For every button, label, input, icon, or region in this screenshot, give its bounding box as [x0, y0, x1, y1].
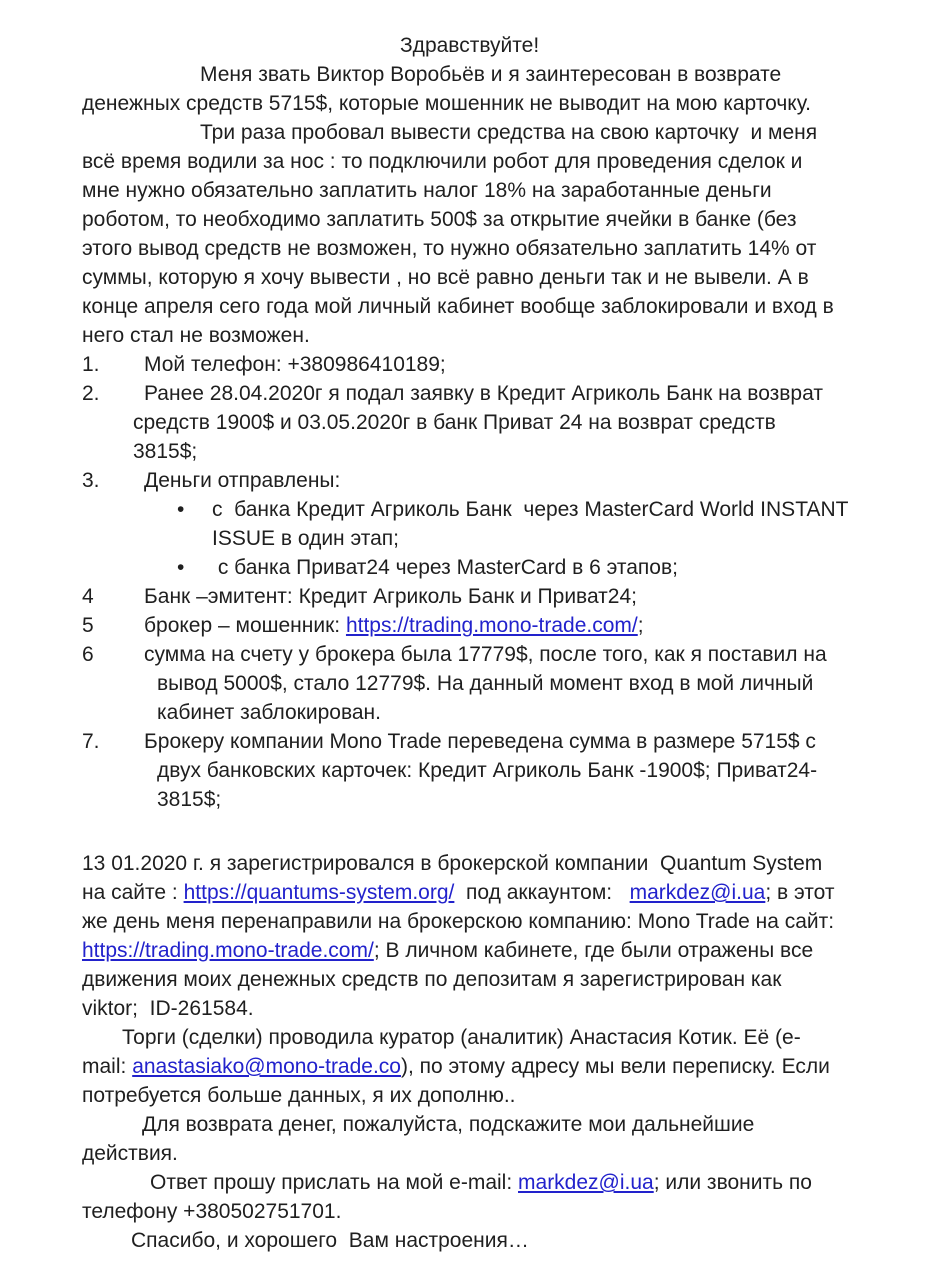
balance-line-3: кабинет заблокирован.	[157, 701, 381, 724]
list-marker-5: 5	[82, 614, 94, 637]
anastasiako-email-link[interactable]: anastasiako@mono-trade.co	[132, 1055, 401, 1078]
list-marker-7: 7.	[82, 730, 100, 753]
list-item-phone	[82, 350, 926, 379]
body-line-4: роботом, то необходимо заплатить 500$ за открытие ячейки в банке (без	[82, 208, 797, 231]
trading-mono-trade-link-2[interactable]: https://trading.mono-trade.com/	[82, 939, 374, 962]
claims-text-line-3: 3815$;	[133, 440, 198, 463]
reply-label: Ответ прошу прислать на мой e-mail:	[150, 1171, 519, 1194]
trading-mono-trade-link[interactable]: https://trading.mono-trade.com/	[345, 614, 638, 637]
registration-line-2-end: ; в этот	[765, 881, 835, 904]
broker-label: брокер – мошенник:	[144, 614, 346, 637]
registration-line-6: viktor; ID-261584.	[82, 997, 254, 1020]
body-line-3: мне нужно обязательно заплатить налог 18% на заработанные деньги	[82, 179, 772, 202]
balance-line-1: сумма на счету у брокера была 17779$, после того, как я поставил на	[144, 643, 827, 666]
bullet-item-privat	[82, 553, 926, 582]
mail-label: mail:	[82, 1055, 133, 1078]
bullet-privat-text: с банка Приват24 через MasterCard в 6 этапов;	[212, 556, 678, 579]
list-item-balance	[82, 640, 926, 669]
list-marker-2: 2.	[82, 382, 100, 405]
body-line-8: него стал не возможен.	[82, 324, 310, 347]
registration-line-5: движения моих денежных средств по депозитам я зарегистрирован как	[82, 968, 782, 991]
intro-line-1: Меня звать Виктор Воробьёв и я заинтересован в возврате	[200, 63, 782, 86]
list-marker-4: 4	[82, 585, 94, 608]
phone-text: Мой телефон: +380986410189;	[144, 353, 446, 376]
reply-line-1	[82, 1168, 926, 1197]
registration-line-1: 13 01.2020 г. я зарегистрировался в брокерской компании Quantum System	[82, 852, 823, 875]
list-item-broker	[82, 611, 926, 640]
list-item-issuer-bank	[82, 582, 926, 611]
bullet-item-agricole	[82, 495, 926, 524]
body-line-2: всё время водили за нос : то подключили робот для проведения сделок и	[82, 150, 803, 173]
site-label: на сайте :	[82, 881, 184, 904]
list-item-transfer	[82, 727, 926, 756]
bullet-agricole-line-2: ISSUE в один этап;	[212, 527, 400, 550]
transfer-line-1: Брокеру компании Mono Trade переведена сумма в размере 5715$ с	[144, 730, 816, 753]
list-marker-6: 6	[82, 643, 94, 666]
claims-text-line-2: средств 1900$ и 03.05.2020г в банк Приват 24 на возврат средств	[133, 411, 776, 434]
registration-line-4	[82, 936, 926, 965]
request-line-2: действия.	[82, 1142, 178, 1165]
broker-line-end: ;	[637, 614, 644, 637]
body-line-6: суммы, которую я хочу вывести , но всё равно деньги так и не вывели. А в	[82, 266, 809, 289]
quantums-system-link[interactable]: https://quantums-system.org/	[183, 881, 455, 904]
curator-line-2	[82, 1052, 926, 1081]
money-sent-text: Деньги отправлены:	[144, 469, 341, 492]
bullet-icon: •	[177, 498, 185, 521]
list-item-claims	[82, 379, 926, 408]
reply-line-1-end: ; или звонить по	[653, 1171, 812, 1194]
registration-line-3: же день меня перенаправили на брокерскою компанию: Mono Trade на сайт:	[82, 910, 835, 933]
closing-line: Спасибо, и хорошего Вам настроения…	[131, 1229, 529, 1252]
registration-line-4-end: ; В личном кабинете, где были отражены все	[373, 939, 814, 962]
account-label: под аккаунтом:	[454, 881, 630, 904]
list-marker-3: 3.	[82, 469, 100, 492]
body-line-5: этого вывод средств не возможен, то нужно обязательно заплатить 14% от	[82, 237, 817, 260]
reply-line-2: телефону +380502751701.	[82, 1200, 342, 1223]
body-line-7: конце апреля сего года мой личный кабинет вообще заблокировали и вход в	[82, 295, 834, 318]
markdez-email-link[interactable]: markdez@i.ua	[629, 881, 766, 904]
curator-line-2-end: ), по этому адресу мы вели переписку. Если	[400, 1055, 830, 1078]
intro-line-2: денежных средств 5715$, которые мошенник не выводит на мою карточку.	[82, 92, 811, 115]
curator-line-1: Торги (сделки) проводила куратор (аналитик) Анастасия Котик. Её (e-	[122, 1026, 801, 1049]
letter-content	[82, 31, 926, 1255]
bullet-icon: •	[177, 556, 185, 579]
issuer-bank-text: Банк –эмитент: Кредит Агриколь Банк и Приват24;	[144, 585, 637, 608]
claims-text-line-1: Ранее 28.04.2020г я подал заявку в Кредит Агриколь Банк на возврат	[144, 382, 823, 405]
list-marker-1: 1.	[82, 353, 100, 376]
markdez-email-link-2[interactable]: markdez@i.ua	[518, 1171, 654, 1194]
registration-line-2	[82, 878, 926, 907]
greeting-line: Здравствуйте!	[400, 34, 540, 57]
balance-line-2: вывод 5000$, стало 12779$. На данный момент вход в мой личный	[157, 672, 814, 695]
list-item-money-sent	[82, 466, 926, 495]
curator-line-3: потребуется больше данных, я их дополню..	[82, 1084, 516, 1107]
transfer-line-3: 3815$;	[157, 788, 222, 811]
transfer-line-2: двух банковских карточек: Кредит Агриколь Банк -1900$; Приват24-	[157, 759, 818, 782]
request-line-1: Для возврата денег, пожалуйста, подскажите мои дальнейшие	[142, 1113, 755, 1136]
bullet-agricole-line-1: с банка Кредит Агриколь Банк через MasterCard World INSTANT	[212, 498, 849, 521]
body-line-1: Три раза пробовал вывести средства на свою карточку и меня	[200, 121, 818, 144]
